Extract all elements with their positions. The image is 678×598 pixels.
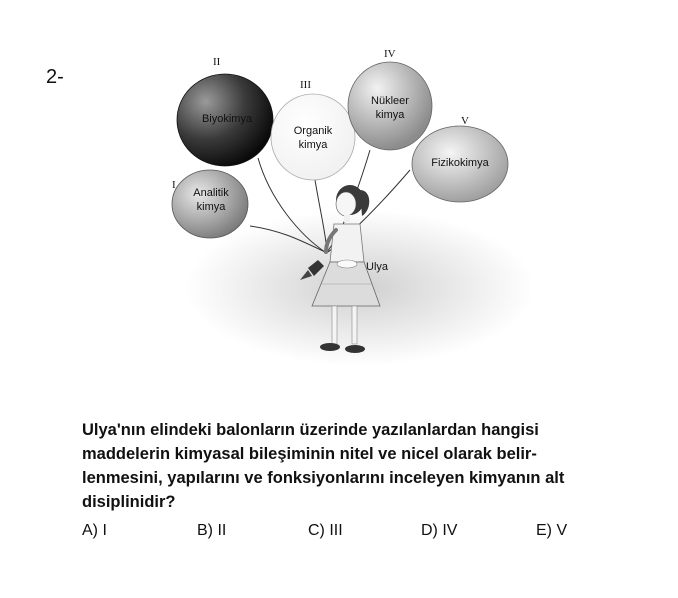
balloon-2-label: Biyokimya: [201, 113, 253, 125]
balloon-3-label-line1: Organik: [293, 125, 333, 137]
option-d[interactable]: D) IV: [421, 522, 458, 539]
balloon-4-numeral: IV: [384, 48, 396, 60]
option-c[interactable]: C) III: [308, 522, 343, 539]
question-text: Ulya'nın elindeki balonların üzerinde yazılanlardan hangisi maddelerin kimyasal bileşiminin nitel ve nicel olarak belir-lenmesini, yapılarını ve fonksiyonlarını inceleyen kimyanın alt disiplinidir?: [82, 421, 565, 511]
balloon-4-label-line2: kimya: [375, 109, 405, 121]
balloon-illustration: [150, 40, 530, 370]
balloon-2-numeral: II: [213, 56, 221, 68]
balloon-5-numeral: V: [461, 115, 469, 127]
option-a[interactable]: A) I: [82, 522, 107, 539]
balloon-3-numeral: III: [300, 79, 311, 91]
balloon-3-label-line2: kimya: [298, 139, 328, 151]
balloon-svg: [150, 40, 530, 370]
balloon-4-label-line1: Nükleer: [371, 95, 409, 107]
option-b[interactable]: B) II: [197, 522, 227, 539]
balloon-5-label: Fizikokimya: [431, 157, 489, 169]
balloon-1-label-line1: Analitik: [193, 187, 229, 199]
balloon-organik-kimya: [271, 94, 355, 180]
girl-name-label: Ulya: [366, 261, 389, 273]
answer-options: [82, 522, 602, 544]
balloon-1-numeral: I: [172, 179, 176, 191]
question-number: 2-: [46, 66, 64, 88]
balloon-1-label-line2: kimya: [196, 201, 226, 213]
option-e[interactable]: E) V: [536, 522, 568, 539]
